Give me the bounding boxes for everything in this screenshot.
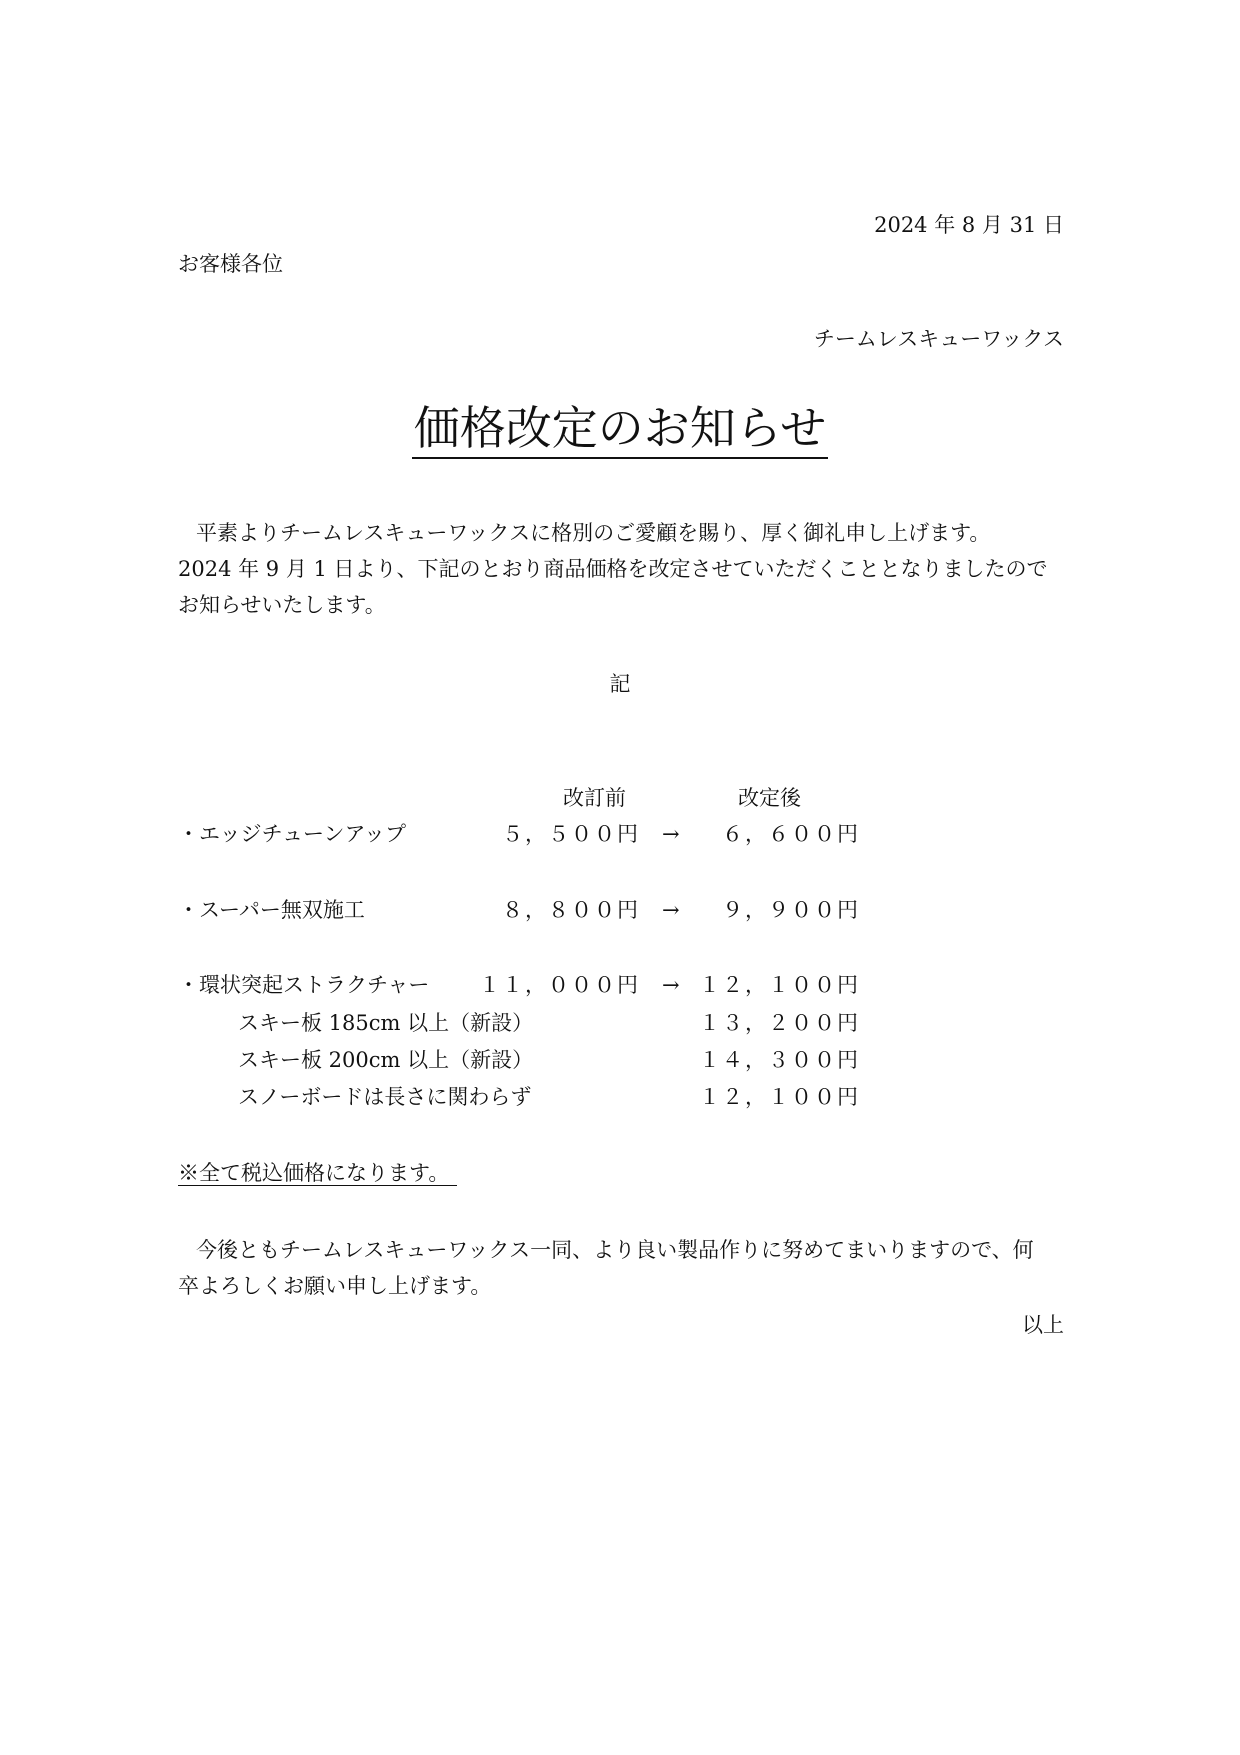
ki-heading: 記 [609,672,631,696]
closing-line-2: 卒よろしくお願い申し上げます。 [178,1274,492,1298]
page-title-text: 価格改定のお知らせ [412,401,829,459]
subitem-price: １２，１００円 [699,1085,860,1109]
subitem-name: スキー板 185cm 以上（新設） [238,1011,534,1035]
price-after: １２，１００円 [699,973,860,997]
subitem-name: スノーボードは長さに関わらず [238,1085,532,1109]
price-before: ８，８００円 [502,898,640,922]
arrow-icon: → [662,973,680,997]
intro-line-1: 平素よりチームレスキューワックスに格別のご愛顧を賜り、厚く御礼申し上げます。 [196,521,991,545]
item-name: ・スーパー無双施工 [178,898,365,922]
intro-line-3: お知らせいたします。 [178,593,386,617]
price-before: １１，０００円 [479,973,640,997]
header-after: 改定後 [738,786,801,810]
intro-line-2: 2024 年 9 月 1 日より、下記のとおり商品価格を改定させていただくこととなりましたので [178,557,1048,581]
subitem-name: スキー板 200cm 以上（新設） [238,1048,534,1072]
item-name: ・環状突起ストラクチャー [178,973,430,997]
item-name: ・エッジチューンアップ [178,822,407,846]
price-before: ５，５００円 [502,822,640,846]
header-before: 改訂前 [563,786,626,810]
document-date: 2024 年 8 月 31 日 [874,213,1064,237]
subitem-price: １４，３００円 [699,1048,860,1072]
intro-paragraph [178,515,1068,623]
addressee: お客様各位 [178,252,283,276]
price-after: ６，６００円 [722,822,860,846]
sender-name: チームレスキューワックス [813,327,1064,351]
arrow-icon: → [662,898,680,922]
price-after: ９，９００円 [722,898,860,922]
closing-line-1: 今後ともチームレスキューワックス一同、より良い製品作りに努めてまいりますので、何 [196,1238,1034,1262]
closing-end: 以上 [1022,1313,1064,1337]
tax-note [178,1159,457,1187]
closing-paragraph [178,1232,1068,1304]
tax-note-text: ※全て税込価格になります。 [178,1161,457,1186]
subitem-price: １３，２００円 [699,1011,860,1035]
arrow-icon: → [662,822,680,846]
page-title [0,398,1240,458]
